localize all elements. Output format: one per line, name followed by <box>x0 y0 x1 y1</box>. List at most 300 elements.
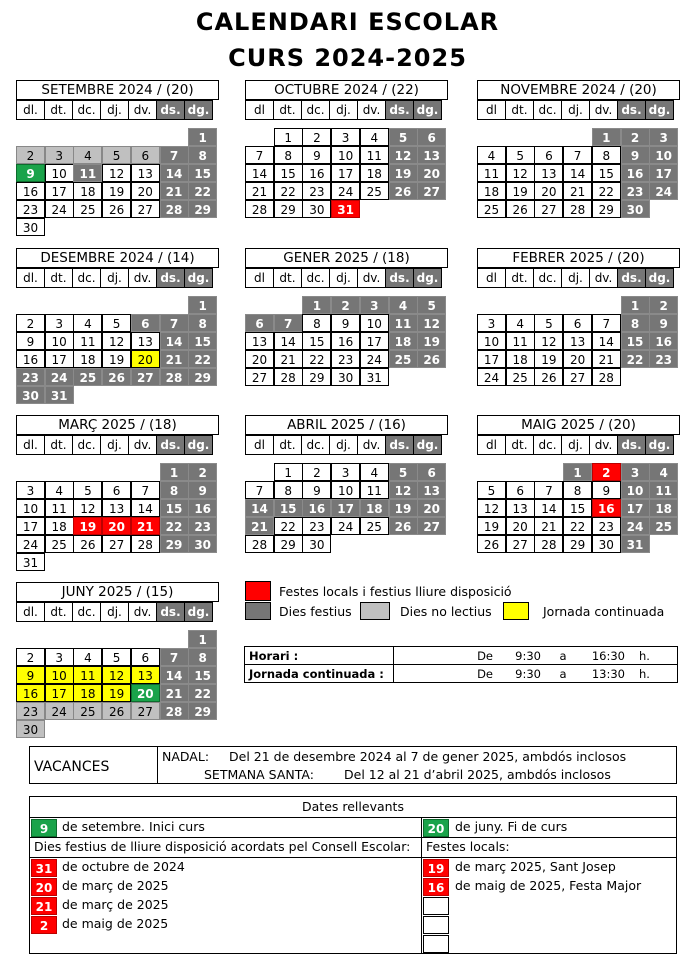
day-grid <box>16 630 219 740</box>
day-cell: 13 <box>131 164 160 182</box>
dates-row-line <box>30 837 676 838</box>
day-cell: 20 <box>534 182 563 200</box>
day-cell: 11 <box>649 481 678 499</box>
day-cell: 8 <box>274 481 303 499</box>
day-cell: 8 <box>188 314 217 332</box>
schedule-to: 16:30 <box>581 647 629 665</box>
day-cell: 19 <box>389 499 418 517</box>
weekday-label: ds. <box>385 268 414 288</box>
day-cell: 21 <box>563 182 592 200</box>
local-day-badge: 19 <box>423 859 449 877</box>
weekday-label: ds. <box>385 435 414 455</box>
day-cell: 9 <box>16 666 45 684</box>
day-cell: 2 <box>302 463 331 481</box>
day-cell: 18 <box>360 499 389 517</box>
day-cell: 15 <box>188 332 217 350</box>
weekday-label: dt. <box>273 100 302 120</box>
day-cell: 8 <box>563 481 592 499</box>
day-cell: 10 <box>360 314 389 332</box>
day-cell: 26 <box>102 368 131 386</box>
weekday-label: dj. <box>329 268 358 288</box>
weekday-label: dj. <box>329 435 358 455</box>
day-cell: 13 <box>563 332 592 350</box>
day-grid <box>477 296 680 406</box>
day-cell: 3 <box>45 314 74 332</box>
day-cell: 19 <box>102 684 131 702</box>
free-days-header: Dies festius de lliure disposició acordats pel Consell Escolar: <box>34 839 411 854</box>
day-cell: 22 <box>274 517 303 535</box>
day-cell: 11 <box>45 499 74 517</box>
weekday-label: dv. <box>357 268 386 288</box>
day-cell: 25 <box>73 702 102 720</box>
day-cell: 12 <box>102 164 131 182</box>
day-cell: 30 <box>621 200 650 218</box>
day-cell: 20 <box>417 164 446 182</box>
month-title: JUNY 2025 / (15) <box>16 582 219 602</box>
day-cell: 22 <box>592 182 621 200</box>
day-cell: 2 <box>16 146 45 164</box>
day-cell: 28 <box>592 368 621 386</box>
schedule-table <box>244 646 678 683</box>
legend-swatch-cont <box>503 602 529 620</box>
day-cell: 14 <box>160 666 189 684</box>
free-day-text: de març de 2025 <box>62 878 169 893</box>
day-cell: 11 <box>73 332 102 350</box>
day-cell: 12 <box>102 666 131 684</box>
month-set <box>16 80 219 238</box>
day-cell: 17 <box>45 182 74 200</box>
day-cell: 28 <box>160 368 189 386</box>
day-cell: 25 <box>389 350 418 368</box>
schedule-h: h. <box>629 665 678 683</box>
day-cell: 16 <box>649 332 678 350</box>
day-cell: 1 <box>274 463 303 481</box>
weekday-label: dl. <box>16 602 45 622</box>
day-cell: 27 <box>563 368 592 386</box>
day-cell: 5 <box>534 314 563 332</box>
day-cell: 10 <box>477 332 506 350</box>
holidays-nadal-text: Del 21 de desembre 2024 al 7 de gener 2025, ambdós inclosos <box>229 749 627 764</box>
day-cell: 9 <box>302 481 331 499</box>
holidays-ss-text: Del 12 al 21 d’abril 2025, ambdós inclosos <box>344 767 611 782</box>
weekday-label: ds. <box>156 268 185 288</box>
weekday-label: dg. <box>184 100 213 120</box>
day-cell: 29 <box>592 200 621 218</box>
weekday-label: dv. <box>357 435 386 455</box>
weekday-header <box>16 268 219 288</box>
day-cell: 4 <box>73 648 102 666</box>
day-cell: 16 <box>16 182 45 200</box>
day-cell: 24 <box>16 535 45 553</box>
day-cell: 24 <box>621 517 650 535</box>
day-cell: 14 <box>563 164 592 182</box>
day-cell: 24 <box>331 517 360 535</box>
month-mai <box>477 415 680 573</box>
day-grid <box>477 463 680 573</box>
weekday-label: dg. <box>413 268 442 288</box>
day-cell: 18 <box>506 350 535 368</box>
day-cell: 27 <box>506 535 535 553</box>
day-cell: 30 <box>188 535 217 553</box>
weekday-label: dg. <box>184 602 213 622</box>
weekday-label: dg. <box>413 100 442 120</box>
title-line-1: CALENDARI ESCOLAR <box>195 8 500 36</box>
date-text-end: de juny. Fi de curs <box>455 819 568 834</box>
weekday-label: dv. <box>128 268 157 288</box>
day-cell: 9 <box>621 146 650 164</box>
day-cell: 29 <box>274 535 303 553</box>
day-cell: 23 <box>302 517 331 535</box>
day-cell: 28 <box>274 368 303 386</box>
day-cell: 30 <box>331 368 360 386</box>
day-cell: 7 <box>245 146 274 164</box>
day-cell: 13 <box>417 481 446 499</box>
empty-slot <box>423 935 449 953</box>
month-title: GENER 2025 / (18) <box>245 248 448 268</box>
date-badge-end: 20 <box>423 819 449 837</box>
day-cell: 22 <box>274 182 303 200</box>
day-cell: 28 <box>245 535 274 553</box>
day-cell: 30 <box>302 200 331 218</box>
weekday-header <box>477 100 680 120</box>
day-cell: 31 <box>45 386 74 404</box>
day-cell: 19 <box>477 517 506 535</box>
day-cell: 14 <box>160 164 189 182</box>
day-cell: 31 <box>16 553 45 571</box>
weekday-label: dv. <box>589 435 618 455</box>
weekday-label: dc. <box>72 435 101 455</box>
free-day-badge: 2 <box>31 916 57 934</box>
month-abr <box>245 415 448 573</box>
day-cell: 16 <box>621 164 650 182</box>
day-grid <box>16 463 219 573</box>
day-cell: 24 <box>477 368 506 386</box>
free-day-text: de octubre de 2024 <box>62 859 185 874</box>
day-cell: 15 <box>160 499 189 517</box>
month-title: MARÇ 2025 / (18) <box>16 415 219 435</box>
day-cell: 29 <box>302 368 331 386</box>
day-cell: 15 <box>302 332 331 350</box>
weekday-label: dt. <box>273 268 302 288</box>
day-cell: 12 <box>506 164 535 182</box>
day-cell: 17 <box>360 332 389 350</box>
day-cell: 29 <box>563 535 592 553</box>
day-cell: 6 <box>131 648 160 666</box>
weekday-label: dc. <box>533 268 562 288</box>
day-grid <box>16 128 219 238</box>
day-cell: 21 <box>245 517 274 535</box>
day-cell: 11 <box>477 164 506 182</box>
local-day-text: de març 2025, Sant Josep <box>455 859 616 874</box>
weekday-label: dj. <box>100 268 129 288</box>
day-cell: 3 <box>360 296 389 314</box>
day-cell: 25 <box>477 200 506 218</box>
month-title: OCTUBRE 2024 / (22) <box>245 80 448 100</box>
day-cell: 11 <box>389 314 418 332</box>
day-cell: 12 <box>534 332 563 350</box>
day-cell: 22 <box>621 350 650 368</box>
day-cell: 6 <box>131 146 160 164</box>
day-cell: 30 <box>592 535 621 553</box>
weekday-label: dg. <box>413 435 442 455</box>
title-line-2: CURS 2024-2025 <box>228 44 467 72</box>
day-cell: 14 <box>131 499 160 517</box>
weekday-label: dl <box>245 268 274 288</box>
day-cell: 2 <box>592 463 621 481</box>
day-cell: 19 <box>389 164 418 182</box>
day-cell: 4 <box>389 296 418 314</box>
day-cell: 14 <box>592 332 621 350</box>
day-cell: 24 <box>360 350 389 368</box>
weekday-label: ds. <box>617 268 646 288</box>
day-cell: 9 <box>188 481 217 499</box>
day-cell: 27 <box>417 182 446 200</box>
day-cell: 29 <box>160 535 189 553</box>
legend-swatch-nolec <box>360 602 390 620</box>
day-grid <box>477 128 680 238</box>
day-cell: 1 <box>274 128 303 146</box>
weekday-label: dt. <box>44 435 73 455</box>
day-cell: 13 <box>245 332 274 350</box>
schedule-to: 13:30 <box>581 665 629 683</box>
schedule-a: a <box>545 647 581 665</box>
month-title: FEBRER 2025 / (20) <box>477 248 680 268</box>
date-badge-start: 9 <box>31 819 57 837</box>
day-cell: 1 <box>160 463 189 481</box>
day-cell: 3 <box>331 128 360 146</box>
day-cell: 2 <box>188 463 217 481</box>
day-cell: 28 <box>131 535 160 553</box>
day-cell: 10 <box>649 146 678 164</box>
day-cell: 15 <box>188 164 217 182</box>
day-cell: 8 <box>188 648 217 666</box>
month-gen <box>245 248 448 406</box>
holidays-divider <box>157 747 158 783</box>
day-cell: 7 <box>534 481 563 499</box>
day-cell: 9 <box>592 481 621 499</box>
day-cell: 14 <box>160 332 189 350</box>
day-cell: 30 <box>16 218 45 236</box>
day-cell: 18 <box>477 182 506 200</box>
day-cell: 5 <box>506 146 535 164</box>
day-cell: 30 <box>16 720 45 738</box>
weekday-label: dj. <box>561 100 590 120</box>
day-cell: 17 <box>45 684 74 702</box>
day-cell: 16 <box>592 499 621 517</box>
day-cell: 22 <box>302 350 331 368</box>
day-cell: 19 <box>102 350 131 368</box>
day-cell: 22 <box>188 684 217 702</box>
day-cell: 17 <box>477 350 506 368</box>
day-cell: 15 <box>274 164 303 182</box>
weekday-label: dj. <box>561 268 590 288</box>
weekday-label: dl <box>245 435 274 455</box>
schedule-row <box>245 647 678 665</box>
holidays-label: VACANCES <box>34 759 110 775</box>
weekday-label: dc. <box>72 602 101 622</box>
weekday-label: dc. <box>301 268 330 288</box>
day-cell: 12 <box>102 332 131 350</box>
day-cell: 27 <box>102 535 131 553</box>
weekday-label: dc. <box>533 100 562 120</box>
day-cell: 4 <box>45 481 74 499</box>
day-grid <box>245 296 448 406</box>
day-cell: 9 <box>649 314 678 332</box>
day-cell: 1 <box>188 630 217 648</box>
day-cell: 24 <box>45 702 74 720</box>
day-cell: 6 <box>534 146 563 164</box>
day-cell: 30 <box>302 535 331 553</box>
day-cell: 9 <box>302 146 331 164</box>
day-cell: 8 <box>592 146 621 164</box>
weekday-label: dt. <box>273 435 302 455</box>
day-cell: 14 <box>245 164 274 182</box>
day-cell: 1 <box>592 128 621 146</box>
weekday-label: dl <box>477 435 506 455</box>
day-cell: 15 <box>592 164 621 182</box>
day-cell: 31 <box>331 200 360 218</box>
day-cell: 22 <box>160 517 189 535</box>
day-cell: 17 <box>649 164 678 182</box>
day-cell: 4 <box>506 314 535 332</box>
empty-slot <box>423 897 449 915</box>
day-cell: 18 <box>389 332 418 350</box>
day-cell: 18 <box>73 684 102 702</box>
day-cell: 5 <box>389 128 418 146</box>
free-day-text: de març de 2025 <box>62 897 169 912</box>
day-cell: 21 <box>274 350 303 368</box>
day-cell: 26 <box>477 535 506 553</box>
schedule-a: a <box>545 665 581 683</box>
day-cell: 23 <box>16 200 45 218</box>
day-cell: 6 <box>417 128 446 146</box>
day-cell: 28 <box>160 702 189 720</box>
day-cell: 11 <box>360 146 389 164</box>
day-cell: 7 <box>274 314 303 332</box>
schedule-row <box>245 665 678 683</box>
day-cell: 15 <box>274 499 303 517</box>
schedule-label: Jornada continuada : <box>245 665 394 683</box>
day-cell: 23 <box>592 517 621 535</box>
day-cell: 21 <box>131 517 160 535</box>
day-cell: 20 <box>563 350 592 368</box>
holidays-nadal-label: NADAL: <box>162 749 210 764</box>
day-cell: 13 <box>131 332 160 350</box>
legend-label-nolec: Dies no lectius <box>400 604 492 619</box>
day-cell: 11 <box>73 164 102 182</box>
schedule-from: 9:30 <box>497 647 545 665</box>
weekday-label: ds. <box>156 100 185 120</box>
day-cell: 10 <box>331 146 360 164</box>
day-cell: 20 <box>506 517 535 535</box>
day-cell: 25 <box>360 182 389 200</box>
day-cell: 1 <box>188 296 217 314</box>
day-cell: 3 <box>331 463 360 481</box>
day-cell: 31 <box>621 535 650 553</box>
day-cell: 25 <box>73 368 102 386</box>
day-cell: 13 <box>417 146 446 164</box>
day-cell: 20 <box>131 684 160 702</box>
legend-label-local: Festes locals i festius lliure disposició <box>279 584 512 599</box>
day-cell: 25 <box>73 200 102 218</box>
day-cell: 12 <box>417 314 446 332</box>
day-cell: 7 <box>563 146 592 164</box>
month-jun <box>16 582 219 740</box>
weekday-label: dj. <box>100 100 129 120</box>
day-cell: 30 <box>16 386 45 404</box>
weekday-header <box>245 435 448 455</box>
day-cell: 11 <box>73 666 102 684</box>
day-cell: 20 <box>131 350 160 368</box>
day-grid <box>245 463 448 573</box>
day-cell: 11 <box>506 332 535 350</box>
day-cell: 29 <box>274 200 303 218</box>
day-cell: 10 <box>621 481 650 499</box>
day-cell: 23 <box>188 517 217 535</box>
legend-swatch-fest <box>245 602 271 620</box>
local-days-header: Festes locals: <box>426 839 510 854</box>
weekday-label: dv. <box>589 268 618 288</box>
schedule-de: De <box>394 665 498 683</box>
day-cell: 27 <box>534 200 563 218</box>
day-cell: 2 <box>621 128 650 146</box>
free-day-badge: 21 <box>31 897 57 915</box>
day-cell: 17 <box>331 164 360 182</box>
day-cell: 6 <box>506 481 535 499</box>
day-cell: 19 <box>102 182 131 200</box>
day-cell: 10 <box>45 666 74 684</box>
day-cell: 27 <box>417 517 446 535</box>
day-cell: 19 <box>73 517 102 535</box>
weekday-label: dv. <box>128 435 157 455</box>
day-cell: 2 <box>16 648 45 666</box>
day-cell: 17 <box>621 499 650 517</box>
day-cell: 28 <box>245 200 274 218</box>
day-cell: 19 <box>506 182 535 200</box>
day-cell: 16 <box>188 499 217 517</box>
day-cell: 23 <box>649 350 678 368</box>
day-cell: 26 <box>417 350 446 368</box>
day-cell: 29 <box>188 702 217 720</box>
day-cell: 18 <box>649 499 678 517</box>
day-cell: 10 <box>16 499 45 517</box>
day-cell: 5 <box>102 146 131 164</box>
day-cell: 15 <box>621 332 650 350</box>
day-cell: 27 <box>245 368 274 386</box>
day-cell: 13 <box>534 164 563 182</box>
month-mar <box>16 415 219 573</box>
weekday-label: ds. <box>385 100 414 120</box>
day-cell: 6 <box>102 481 131 499</box>
day-grid <box>245 128 448 238</box>
month-title: MAIG 2025 / (20) <box>477 415 680 435</box>
day-cell: 22 <box>188 350 217 368</box>
day-cell: 1 <box>563 463 592 481</box>
weekday-label: dt. <box>505 268 534 288</box>
weekday-label: dl. <box>16 268 45 288</box>
day-cell: 8 <box>274 146 303 164</box>
day-cell: 19 <box>534 350 563 368</box>
free-day-text: de maig de 2025 <box>62 916 169 931</box>
day-cell: 9 <box>331 314 360 332</box>
day-cell: 1 <box>188 128 217 146</box>
day-cell: 5 <box>477 481 506 499</box>
day-cell: 4 <box>73 314 102 332</box>
day-cell: 16 <box>16 684 45 702</box>
day-cell: 23 <box>16 368 45 386</box>
weekday-label: dc. <box>72 268 101 288</box>
day-cell: 23 <box>621 182 650 200</box>
